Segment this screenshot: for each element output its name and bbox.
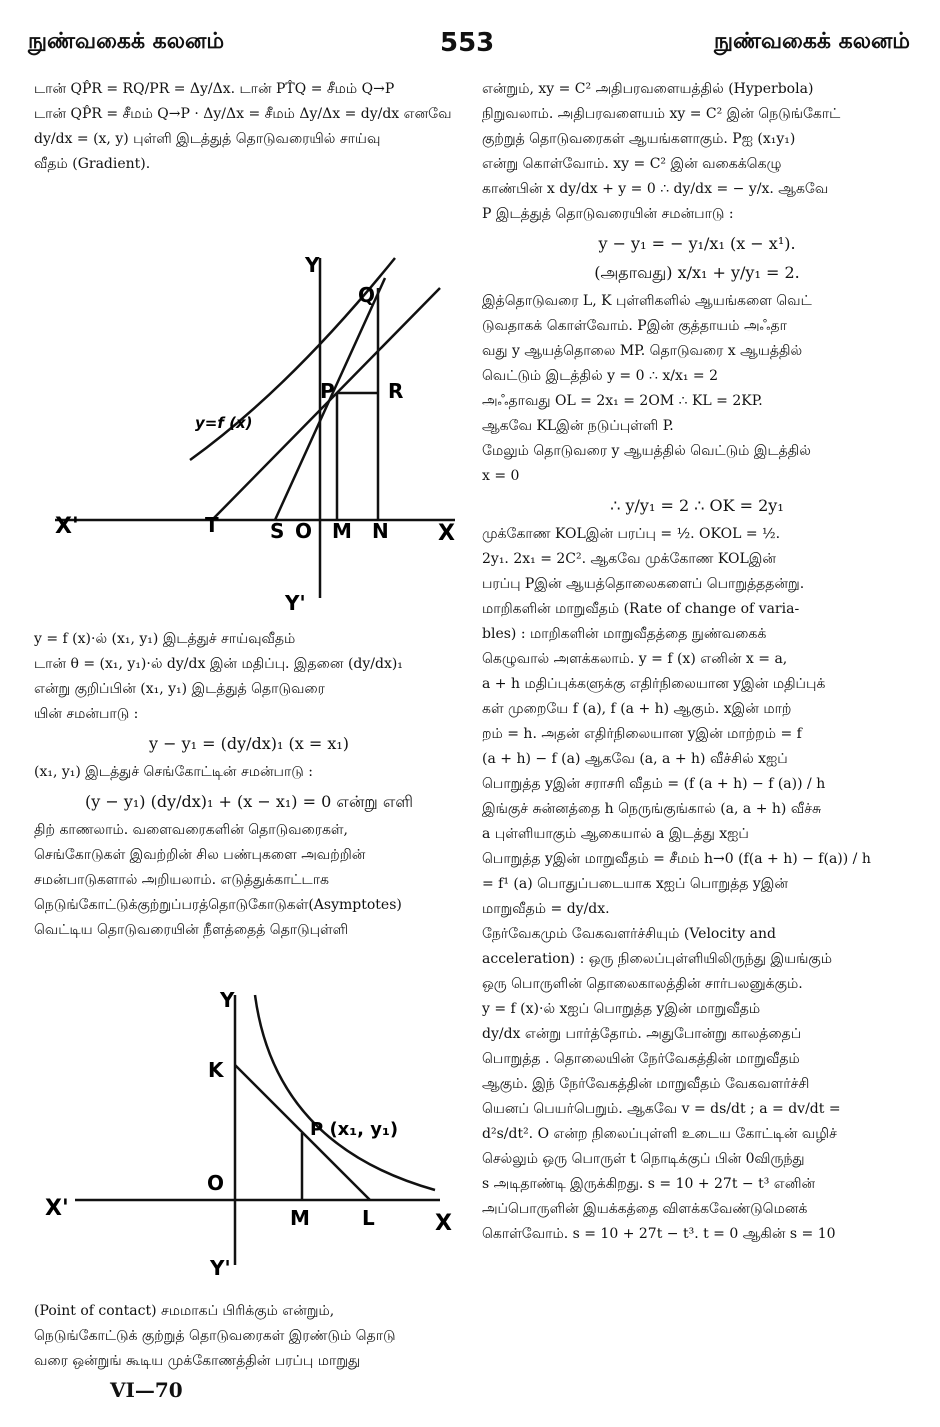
paragraph-line: இங்குச் சுன்னத்தை h நெருங்குங்கால் (a, a + h) வீச்சு <box>482 801 822 817</box>
header-right-title: நுண்வகைக் கலனம் <box>713 28 910 54</box>
tangent-line <box>212 288 440 520</box>
tangent-figure-svg <box>40 248 470 618</box>
paragraph-line: அஃதாவது OL = 2x₁ = 2OM ∴ KL = 2KP. <box>482 393 763 409</box>
tangent-equation: y − y₁ = (dy/dx)₁ (x = x₁) <box>148 734 350 753</box>
paragraph-line: நெடுங்கோட்டுக் குற்றுத் தொடுவரைகள் இரண்டும் தொடு <box>34 1328 396 1344</box>
paragraph-line: குற்றுத் தொடுவரைகள் ஆயங்களாகும். Pஐ (x₁y₁) <box>482 131 796 147</box>
label-curve: y=f (x) <box>195 414 253 432</box>
label-o: O <box>207 1171 225 1195</box>
paragraph-line: டுவதாகக் கொள்வோம். Pஇன் குத்தாயம் அஃதா <box>482 318 787 334</box>
paragraph-line: யெனப் பெயர்பெறும். ஆகவே v = ds/dt ; a = dv/dt = <box>482 1101 841 1117</box>
paragraph-line: ஆகும். இந் நேர்வேகத்தின் மாறுவீதம் வேகவளர்ச்சி <box>482 1076 810 1092</box>
paragraph-line: மேலும் தொடுவரை y ஆயத்தில் வெட்டும் இடத்தில் <box>482 443 811 459</box>
left-column-bottom <box>34 1300 464 1375</box>
paragraph-line: மாறிகளின் மாறுவீதம் (Rate of change of varia- <box>482 601 800 617</box>
label-y: Y <box>220 988 235 1012</box>
paragraph-line: acceleration) : ஒரு நிலைப்புள்ளியிலிருந்து இயங்கும் <box>482 951 832 967</box>
label-p: P <box>320 379 335 403</box>
paragraph-line: கெழுவால் அளக்கலாம். y = f (x) எனின் x = a, <box>482 651 788 667</box>
paragraph-line: P இடத்துத் தொடுவரையின் சமன்பாடு : <box>482 206 734 222</box>
hyperbola-figure <box>40 985 470 1285</box>
label-s: S <box>270 519 285 543</box>
paragraph-line: வீதம் (Gradient). <box>34 156 151 172</box>
paragraph-line: x = 0 <box>482 468 520 484</box>
footer-volume-page: VI—70 <box>110 1378 183 1402</box>
paragraph-line: நிறுவலாம். அதிபரவளையம் xy = C² இன் நெடுங்கோட் <box>482 106 841 122</box>
paragraph-line: y = f (x)·ல் (x₁, y₁) இடத்துச் சாய்வுவீதம் <box>34 631 296 647</box>
paragraph-line: நேர்வேகமும் வேகவளர்ச்சியும் (Velocity and <box>482 926 776 942</box>
paragraph-line: காண்பின் x dy/dx + y = 0 ∴ dy/dx = − y/x. ஆகவே <box>482 181 829 197</box>
label-o: O <box>295 519 313 543</box>
paragraph-line: திற் காணலாம். வளைவரைகளின் தொடுவரைகள், <box>34 822 348 838</box>
paragraph-line: வெட்டிய தொடுவரையின் நீளத்தைத் தொடுபுள்ளி <box>34 922 349 938</box>
hyperbola-figure-svg <box>40 985 470 1285</box>
paragraph-line: = f¹ (a) பொதுப்படையாக xஐப் பொறுத்த yஇன் <box>482 876 788 892</box>
label-x: X <box>438 521 455 546</box>
paragraph-line: வரை ஒன்றுங் கூடிய முக்கோணத்தின் பரப்பு மாறுது <box>34 1353 361 1369</box>
left-block1 <box>34 78 464 238</box>
paragraph-line: மாறுவீதம் = dy/dx. <box>482 901 610 917</box>
paragraph-line: பொறுத்த yஇன் சராசரி வீதம் = (f (a + h) − f (a)) / h <box>482 776 826 792</box>
label-x-prime: X' <box>55 514 79 539</box>
label-q: Q <box>358 283 376 307</box>
label-x-prime: X' <box>45 1196 69 1221</box>
paragraph-line: a + h மதிப்புக்களுக்கு எதிர்நிலையான yஇன் மதிப்புக் <box>482 676 826 692</box>
paragraph-line: முக்கோண KOLஇன் பரப்பு = ½. OKOL = ½. <box>482 526 781 542</box>
paragraph-line: ஆகவே KLஇன் நடுப்புள்ளி P. <box>482 418 674 434</box>
paragraph-line: ஒரு பொருளின் தொலைகாலத்தின் சார்பலனுக்கும். <box>482 976 803 992</box>
label-y-prime: Y' <box>285 591 306 615</box>
paragraph-line: யின் சமன்பாடு : <box>34 706 139 722</box>
paragraph-line: a புள்ளியாகும் ஆகையால் a இடத்து xஐப் <box>482 826 749 842</box>
paragraph-line: dy/dx என்று பார்த்தோம். அதுபோன்று காலத்தைப் <box>482 1026 802 1042</box>
label-r: R <box>388 379 404 403</box>
paragraph-line: y = f (x)·ல் xஐப் பொறுத்த yஇன் மாறுவீதம் <box>482 1001 761 1017</box>
paragraph-line: dy/dx = (x, y) புள்ளி இடத்துத் தொடுவரையில் சாய்வு <box>34 131 381 147</box>
paragraph-line: பொறுத்த yஇன் மாறுவீதம் = சீமம் h→0 (f(a + h) − f(a)) / h <box>482 851 871 867</box>
label-m: M <box>332 519 352 543</box>
paragraph-line: வது y ஆயத்தொலை MP. தொடுவரை x ஆயத்தில் <box>482 343 803 359</box>
label-m: M <box>290 1206 310 1230</box>
paragraph-line: டான் θ = (x₁, y₁)·ல் dy/dx இன் மதிப்பு. இதனை (dy/dx)₁ <box>34 656 403 672</box>
paragraph-line: bles) : மாறிகளின் மாறுவீதத்தை நுண்வகைக் <box>482 626 767 642</box>
paragraph-line: அப்பொருளின் இயக்கத்தை விளக்கவேண்டுமெனக் <box>482 1201 808 1217</box>
paragraph-line: d²s/dt². O என்ற நிலைப்புள்ளி உடைய கோட்டின் வழிச் <box>482 1126 837 1142</box>
paragraph-line: டான் QP̂R = RQ/PR = Δy/Δx. டான் PT̂Q = சீமம் Q→P <box>34 81 395 97</box>
paragraph-line: பரப்பு Pஇன் ஆயத்தொலைகளைப் பொறுத்ததன்று. <box>482 576 805 592</box>
left-column-lower <box>34 628 464 944</box>
label-y: Y <box>305 253 320 277</box>
paragraph-line: (a + h) − f (a) ஆகவே (a, a + h) வீச்சில் xஐப் <box>482 751 788 767</box>
paragraph-line: s அடிதாண்டி இருக்கிறது. s = 10 + 27t − t³ எனின் <box>482 1176 816 1192</box>
label-k: K <box>208 1058 224 1082</box>
hyperbola-curve <box>255 995 435 1190</box>
header-left-title: நுண்வகைக் கலனம் <box>28 28 225 54</box>
page-number: 553 <box>440 28 495 58</box>
label-n: N <box>372 519 389 543</box>
tangent-equation: y − y₁ = − y₁/x₁ (x − x¹). <box>598 234 796 253</box>
tangent-figure <box>40 248 470 618</box>
paragraph-line: என்று கொள்வோம். xy = C² இன் வகைக்கெழு <box>482 156 782 172</box>
paragraph-line: றம் = h. அதன் எதிர்நிலையான yஇன் மாற்றம் = f <box>482 726 802 742</box>
left-column <box>34 78 464 238</box>
paragraph-line: சமன்பாடுகளால் அறியலாம். எடுத்துக்காட்டாக <box>34 872 329 888</box>
paragraph-line: செல்லும் ஒரு பொருள் t நொடிக்குப் பின் 0விருந்து <box>482 1151 805 1167</box>
paragraph-line: வெட்டும் இடத்தில் y = 0 ∴ x/x₁ = 2 <box>482 368 718 384</box>
paragraph-line: (x₁, y₁) இடத்துச் செங்கோட்டின் சமன்பாடு : <box>34 764 313 780</box>
paragraph-line: (Point of contact) சமமாகப் பிரிக்கும் என்றும், <box>34 1303 335 1319</box>
paragraph-line: கள் முறையே f (a), f (a + h) ஆகும். xஇன் மாற் <box>482 701 792 717</box>
label-l: L <box>362 1206 375 1230</box>
label-t: T <box>205 513 219 537</box>
label-p: P (x₁, y₁) <box>310 1119 399 1140</box>
paragraph-line: இத்தொடுவரை L, K புள்ளிகளில் ஆயங்களை வெட் <box>482 293 812 309</box>
intercept-equation: (அதாவது) x/x₁ + y/y₁ = 2. <box>594 263 800 282</box>
paragraph-line: டான் QP̂R = சீமம் Q→P · Δy/Δx = சீமம் Δy/Δx = dy/dx எனவே <box>34 106 452 122</box>
ok-equation: ∴ y/y₁ = 2 ∴ OK = 2y₁ <box>610 496 784 515</box>
right-column <box>482 78 912 1248</box>
paragraph-line: என்றும், xy = C² அதிபரவளையத்தில் (Hyperbola) <box>482 81 814 97</box>
paragraph-line: செங்கோடுகள் இவற்றின் சில பண்புகளை அவற்றின் <box>34 847 366 863</box>
normal-equation: (y − y₁) (dy/dx)₁ + (x − x₁) = 0 என்று எளி <box>84 792 414 811</box>
paragraph-line: நெடுங்கோட்டுக்குற்றுப்பரத்தொடுகோடுகள்(Asymptotes) <box>34 897 402 913</box>
paragraph-line: கொள்வோம். s = 10 + 27t − t³. t = 0 ஆகின் s = 10 <box>482 1226 836 1242</box>
paragraph-line: என்று குறிப்பின் (x₁, y₁) இடத்துத் தொடுவரை <box>34 681 325 697</box>
label-x: X <box>435 1211 452 1236</box>
paragraph-line: 2y₁. 2x₁ = 2C². ஆகவே முக்கோண KOLஇன் <box>482 551 776 567</box>
paragraph-line: பொறுத்த . தொலையின் நேர்வேகத்தின் மாறுவீதம் <box>482 1051 800 1067</box>
label-y-prime: Y' <box>210 1256 231 1280</box>
